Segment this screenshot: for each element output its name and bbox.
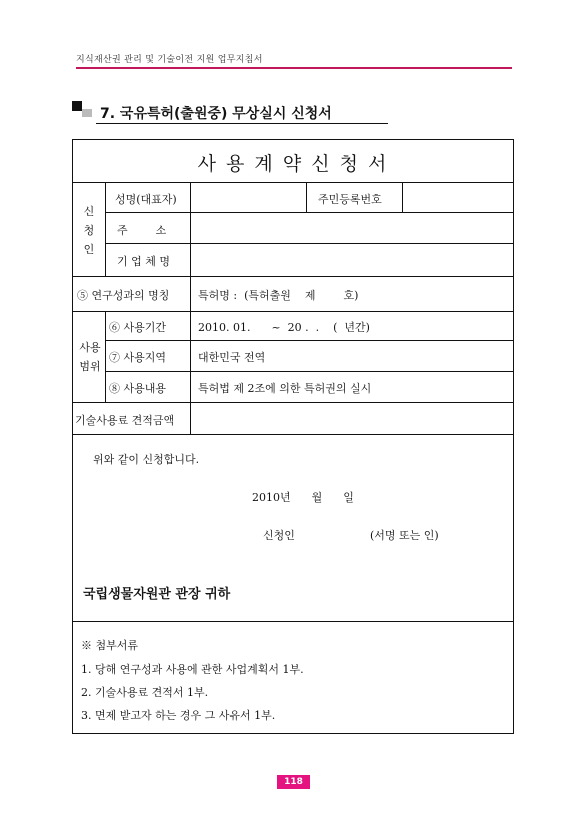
section-title-underline [96,123,388,124]
attachment-item: 2. 기술사용료 견적서 1부. [81,686,209,699]
company-label: 기 업 체 명 [117,255,170,268]
section-title: 7. 국유특허(출원중) 무상실시 신청서 [100,106,332,122]
form-line [105,182,106,276]
form-line [73,276,513,277]
usage-content-label: ⑧ 사용내용 [109,382,167,395]
header-rule [76,67,512,69]
form-line [105,212,513,213]
usage-period-value: 2010. 01. ~ 20 . . ( 년간) [198,321,370,334]
research-name-value: 특허명 : (특허출원 제 호) [198,289,359,302]
form-line [73,311,513,312]
applicant-group-label: 신 청 인 [83,205,95,256]
running-header: 지식재산권 관리 및 기술이전 지원 업무지침서 [76,55,263,65]
rrn-label: 주민등록번호 [318,193,382,206]
attachments-heading: ※ 첨부서류 [81,639,139,652]
form-line [73,182,513,183]
usage-region-label: ⑦ 사용지역 [109,351,167,364]
research-name-label: ⑤ 연구성과의 명칭 [77,289,170,302]
form-line [105,340,513,341]
usage-region-value: 대한민국 전역 [198,351,266,364]
fee-label: 기술사용료 견적금액 [75,414,175,427]
application-form [72,139,514,734]
attachment-item: 1. 당해 연구성과 사용에 관한 사업계획서 1부. [81,663,304,676]
signature-label: (서명 또는 인) [370,529,439,542]
usage-period-label: ⑥ 사용기간 [109,321,167,334]
name-label: 성명(대표자) [115,193,177,206]
form-line [105,243,513,244]
bullet-square-icon [72,101,82,111]
form-line [73,621,513,622]
usage-scope-label: 사용 범위 [79,341,101,373]
form-line [73,434,513,435]
application-date: 2010년 월 일 [252,491,354,504]
recipient-line: 국립생물자원관 관장 귀하 [83,587,231,602]
page-number-badge: 118 [277,775,310,789]
attachment-item: 3. 면제 받고자 하는 경우 그 사유서 1부. [81,709,276,722]
form-title: 사 용 계 약 신 청 서 [197,153,389,175]
bullet-shadow-icon [82,109,92,117]
form-line [402,182,403,212]
form-line [105,371,513,372]
applicant-line-label: 신청인 [263,529,295,542]
form-line [190,182,191,434]
form-line [73,402,513,403]
form-line [306,182,307,212]
usage-content-value: 특허법 제 2조에 의한 특허권의 실시 [198,382,372,395]
address-label: 주 소 [117,224,167,237]
statement-text: 위와 같이 신청합니다. [93,453,200,466]
form-line [105,311,106,402]
